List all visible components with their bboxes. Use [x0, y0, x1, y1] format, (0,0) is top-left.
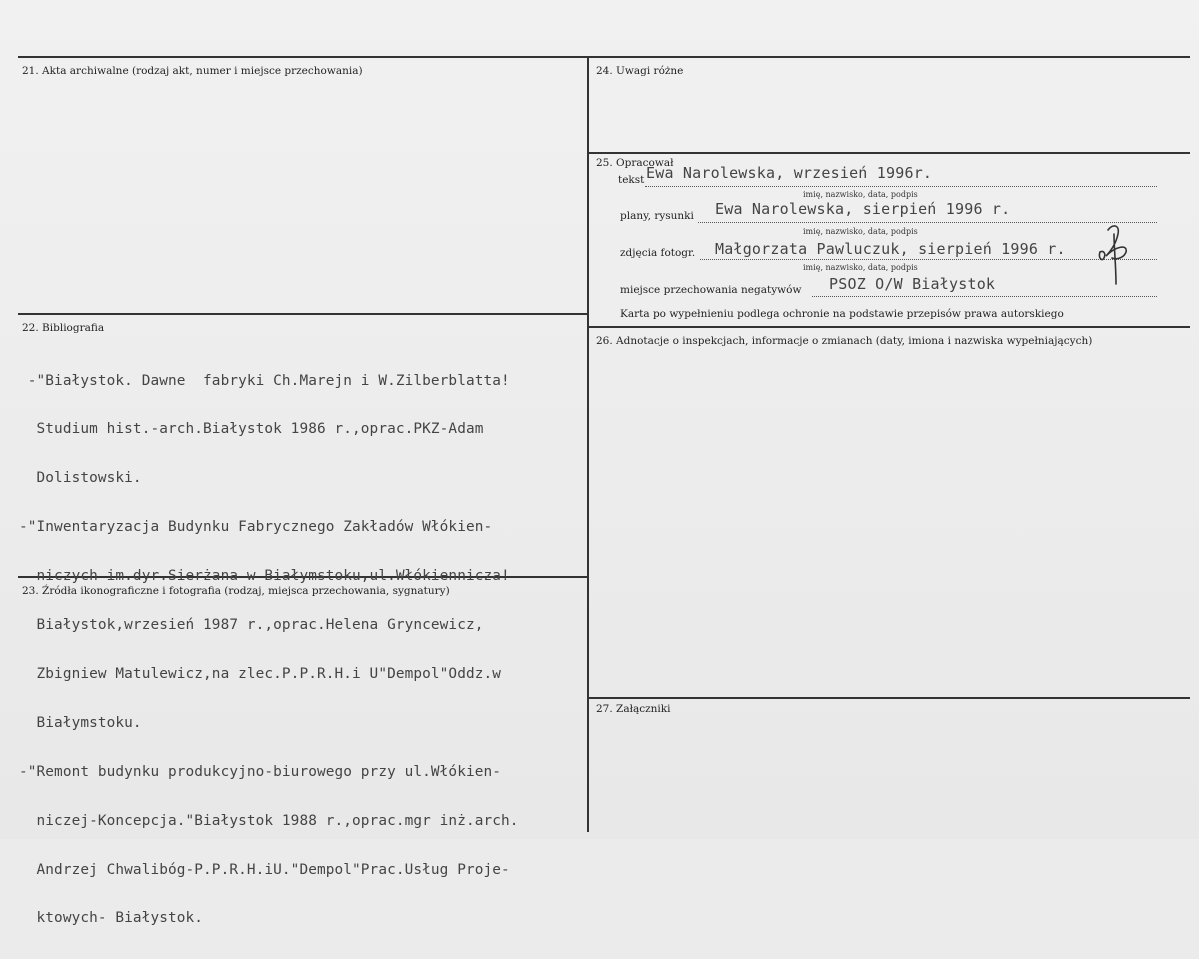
field-24-label: 24. Uwagi różne [596, 65, 684, 77]
plany-value: Ewa Narolewska, sierpień 1996 r. [715, 200, 1011, 218]
negatywy-line [812, 296, 1157, 297]
negatywy-value: PSOZ O/W Białystok [829, 275, 996, 293]
bibliography-line: niczych im.dyr.Sierżana w Białymstoku,ul.Włókiennicza! [19, 568, 510, 585]
field-26-label: 26. Adnotacje o inspekcjach, informacje o zmianach (daty, imiona i nazwiska wypełniających) [596, 335, 1093, 347]
rule-24-25 [588, 152, 1190, 154]
zdjecia-value: Małgorzata Pawluczuk, sierpień 1996 r. [715, 240, 1066, 258]
tekst-value: Ewa Narolewska, wrzesień 1996r. [646, 164, 933, 182]
rule-26-27 [588, 697, 1190, 699]
copyright-note: Karta po wypełnieniu podlega ochronie na podstawie przepisów prawa autorskiego [620, 308, 1064, 320]
rule-25-26 [588, 326, 1190, 328]
tekst-caption: imię, nazwisko, data, podpis [803, 190, 918, 199]
bibliography-line: niczej-Koncepcja."Białystok 1988 r.,oprac.mgr inż.arch. [19, 812, 519, 829]
plany-label: plany, rysunki [620, 210, 694, 222]
rule-21-22 [18, 313, 588, 315]
zdjecia-label: zdjęcia fotogr. [620, 247, 696, 259]
zdjecia-caption: imię, nazwisko, data, podpis [803, 263, 918, 272]
bibliography-line: -"Inwentaryzacja Budynku Fabrycznego Zakładów Włókien- [19, 519, 493, 536]
plany-line [698, 222, 1157, 223]
bibliography-line: Białymstoku. [19, 714, 142, 731]
negatywy-label: miejsce przechowania negatywów [620, 284, 802, 296]
bibliography-line: -"Białystok. Dawne fabryki Ch.Marejn i W.Zilberblatta! [19, 372, 510, 389]
field-23-label: 23. Źródła ikonograficzne i fotografia (rodzaj, miejsca przechowania, sygnatury) [22, 585, 450, 597]
tekst-label: tekst [618, 174, 645, 186]
signature-mark [1092, 222, 1138, 288]
center-divider [587, 57, 589, 832]
bibliography-line: Białystok,wrzesień 1987 r.,oprac.Helena Gryncewicz, [19, 617, 484, 634]
tekst-line [645, 186, 1157, 187]
field-27-label: 27. Załączniki [596, 703, 671, 715]
bibliography-line: ktowych- Białystok. [19, 910, 204, 927]
bibliography-line: Andrzej Chwalibóg-P.P.R.H.iU."Dempol"Prac.Usług Proje- [19, 861, 510, 878]
field-21-label: 21. Akta archiwalne (rodzaj akt, numer i miejsce przechowania) [22, 65, 363, 77]
top-rule [18, 56, 1190, 58]
bibliography-line: Dolistowski. [19, 470, 142, 487]
plany-caption: imię, nazwisko, data, podpis [803, 227, 918, 236]
field-25-label: 25. Opracował [596, 157, 674, 169]
bibliography-line: Zbigniew Matulewicz,na zlec.P.P.R.H.i U"Dempol"Oddz.w [19, 665, 502, 682]
bibliography-line: -"Remont budynku produkcyjno-biurowego przy ul.Włókien- [19, 763, 502, 780]
bibliography-text [19, 340, 519, 959]
field-22-label: 22. Bibliografia [22, 322, 105, 334]
bibliography-line: Studium hist.-arch.Białystok 1986 r.,oprac.PKZ-Adam [19, 421, 484, 438]
zdjecia-line [700, 259, 1157, 260]
